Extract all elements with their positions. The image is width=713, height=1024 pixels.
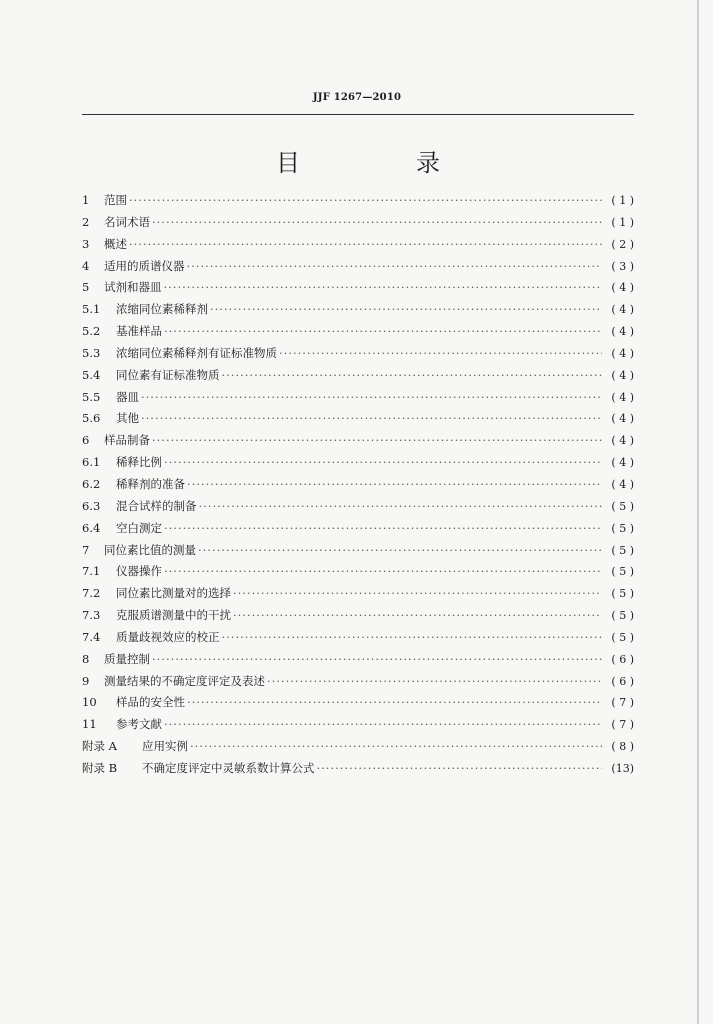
toc-entry-label: 浓缩同位素稀释剂 xyxy=(116,302,208,317)
toc-entry-label: 测量结果的不确定度评定及表述 xyxy=(104,673,265,688)
toc-entry-label: 名词术语 xyxy=(104,214,150,229)
toc-leader-dots xyxy=(187,477,602,491)
toc-entry[interactable] xyxy=(82,607,634,629)
toc-entry[interactable] xyxy=(82,738,634,760)
toc-entry-number: 5.6 xyxy=(82,411,101,426)
toc-entry-page: ( 5 ) xyxy=(611,609,634,623)
toc-leader-dots xyxy=(317,761,603,775)
toc-entry[interactable] xyxy=(82,542,634,564)
toc-entry-number: 2 xyxy=(82,214,90,229)
toc-entry-label: 不确定度评定中灵敏系数计算公式 xyxy=(142,760,315,775)
toc-entry-page: ( 1 ) xyxy=(611,215,634,229)
toc-entry-label: 应用实例 xyxy=(142,739,188,754)
toc-entry-page: ( 5 ) xyxy=(611,543,634,557)
toc-entry-label: 克服质谱测量中的干扰 xyxy=(116,608,231,623)
toc-entry[interactable] xyxy=(82,301,634,323)
toc-leader-dots xyxy=(164,717,602,731)
toc-entry-number: 附录 A xyxy=(82,739,117,754)
toc-entry[interactable] xyxy=(82,192,634,214)
toc-entry-page: ( 4 ) xyxy=(611,368,634,382)
page-title: 目 录 xyxy=(276,149,486,177)
toc-leader-dots xyxy=(152,652,602,666)
toc-leader-dots xyxy=(164,521,602,535)
toc-entry-label: 参考文献 xyxy=(116,717,162,732)
toc-entry-page: ( 4 ) xyxy=(611,456,634,470)
toc-leader-dots xyxy=(164,455,602,469)
toc-entry-page: ( 6 ) xyxy=(611,674,634,688)
toc-entry-page: ( 5 ) xyxy=(611,521,634,535)
toc-entry-number: 5.4 xyxy=(82,367,101,382)
toc-entry-label: 质量歧视效应的校正 xyxy=(116,629,220,644)
toc-entry-number: 5.1 xyxy=(82,302,101,317)
toc-leader-dots xyxy=(279,346,602,360)
toc-entry[interactable] xyxy=(82,585,634,607)
toc-entry[interactable] xyxy=(82,389,634,411)
toc-entry-page: ( 8 ) xyxy=(611,740,634,754)
toc-entry[interactable] xyxy=(82,214,634,236)
toc-entry-page: ( 2 ) xyxy=(611,237,634,251)
toc-entry-number: 1 xyxy=(82,193,90,207)
toc-entry[interactable] xyxy=(82,673,634,695)
toc-entry[interactable] xyxy=(82,345,634,367)
toc-entry-label: 空白测定 xyxy=(116,520,162,535)
toc-entry-label: 质量控制 xyxy=(104,651,150,666)
toc-entry[interactable] xyxy=(82,694,634,716)
toc-entry-page: ( 7 ) xyxy=(611,696,634,710)
toc-entry-page: ( 5 ) xyxy=(611,630,634,644)
toc-entry[interactable] xyxy=(82,367,634,389)
toc-leader-dots xyxy=(129,193,602,207)
toc-entry-number: 6.1 xyxy=(82,455,101,470)
toc-entry-page: ( 4 ) xyxy=(611,477,634,491)
toc-leader-dots xyxy=(164,564,602,578)
toc-entry-page: ( 5 ) xyxy=(611,587,634,601)
toc-entry-page: (13) xyxy=(611,761,634,775)
toc-entry-number: 4 xyxy=(82,258,90,273)
toc-leader-dots xyxy=(187,259,603,273)
toc-entry-label: 同位素比值的测量 xyxy=(104,542,196,557)
toc-entry[interactable] xyxy=(82,432,634,454)
toc-entry[interactable] xyxy=(82,476,634,498)
toc-leader-dots xyxy=(152,433,602,447)
toc-entry-number: 11 xyxy=(82,717,97,732)
toc-entry-label: 其他 xyxy=(116,411,139,426)
toc-entry[interactable] xyxy=(82,410,634,432)
toc-entry-page: ( 4 ) xyxy=(611,412,634,426)
toc-entry-number: 附录 B xyxy=(82,760,118,775)
toc-entry-number: 7.2 xyxy=(82,586,101,601)
toc-entry[interactable] xyxy=(82,716,634,738)
toc-entry-number: 5.3 xyxy=(82,345,101,360)
toc-entry[interactable] xyxy=(82,520,634,542)
toc-entry-page: ( 5 ) xyxy=(611,565,634,579)
toc-entry-page: ( 4 ) xyxy=(611,434,634,448)
toc-entry[interactable] xyxy=(82,760,634,782)
toc-entry[interactable] xyxy=(82,454,634,476)
toc-entry-page: ( 6 ) xyxy=(611,652,634,666)
toc-entry-page: ( 4 ) xyxy=(611,346,634,360)
toc-entry[interactable] xyxy=(82,629,634,651)
toc-entry-number: 6.2 xyxy=(82,476,101,491)
toc-entry-label: 浓缩同位素稀释剂有证标准物质 xyxy=(116,345,277,360)
toc-leader-dots xyxy=(164,324,602,338)
toc-entry-label: 稀释剂的准备 xyxy=(116,476,185,491)
toc-leader-dots xyxy=(199,499,603,513)
toc-entry-number: 3 xyxy=(82,236,90,251)
page-edge-shadow xyxy=(697,0,699,1024)
toc-entry-label: 同位素有证标准物质 xyxy=(116,367,220,382)
toc-entry[interactable] xyxy=(82,498,634,520)
toc-entry-page: ( 4 ) xyxy=(611,325,634,339)
toc-leader-dots xyxy=(141,411,602,425)
toc-entry[interactable] xyxy=(82,279,634,301)
toc-entry-label: 样品制备 xyxy=(104,433,150,448)
toc-entry-number: 8 xyxy=(82,651,90,666)
toc-entry-number: 7.4 xyxy=(82,629,101,644)
toc-entry[interactable] xyxy=(82,236,634,258)
toc-entry-number: 6.4 xyxy=(82,520,101,535)
toc-entry-number: 6.3 xyxy=(82,498,101,513)
toc-entry-label: 试剂和器皿 xyxy=(104,280,162,295)
toc-entry-label: 同位素比测量对的选择 xyxy=(116,586,231,601)
toc-leader-dots xyxy=(233,586,602,600)
toc-entry[interactable] xyxy=(82,323,634,345)
toc-leader-dots xyxy=(141,390,602,404)
toc-entry[interactable] xyxy=(82,258,634,280)
toc-leader-dots xyxy=(190,739,602,753)
toc-leader-dots xyxy=(222,368,603,382)
toc-entry-label: 稀释比例 xyxy=(116,455,162,470)
toc-entry-number: 7.3 xyxy=(82,608,101,623)
toc-entry-label: 样品的安全性 xyxy=(116,695,185,710)
toc-entry-label: 混合试样的制备 xyxy=(116,498,197,513)
toc-entry-label: 基准样品 xyxy=(116,324,162,339)
toc-leader-dots xyxy=(187,695,602,709)
toc-leader-dots xyxy=(210,302,602,316)
toc-leader-dots xyxy=(198,543,602,557)
toc-entry-page: ( 4 ) xyxy=(611,281,634,295)
toc-entry-page: ( 4 ) xyxy=(611,390,634,404)
toc-entry-number: 9 xyxy=(82,673,90,688)
toc-entry-number: 5.2 xyxy=(82,324,101,339)
toc-entry[interactable] xyxy=(82,563,634,585)
toc-entry-page: ( 1 ) xyxy=(611,194,634,207)
toc-leader-dots xyxy=(152,215,602,229)
toc-entry-page: ( 5 ) xyxy=(611,499,634,513)
toc-leader-dots xyxy=(222,630,603,644)
toc-leader-dots xyxy=(129,237,602,251)
toc-entry-label: 仪器操作 xyxy=(116,564,162,579)
standard-code-header: JJF 1267—2010 xyxy=(312,92,402,103)
toc-entry-page: ( 4 ) xyxy=(611,303,634,317)
toc-entry-label: 范围 xyxy=(104,193,127,207)
toc-entry-number: 10 xyxy=(82,695,97,710)
toc-entry-label: 器皿 xyxy=(116,389,139,404)
toc-leader-dots xyxy=(164,280,603,294)
toc-entry-label: 适用的质谱仪器 xyxy=(104,258,185,273)
toc-entry-page: ( 7 ) xyxy=(611,718,634,732)
toc-leader-dots xyxy=(233,608,602,622)
toc-entry-label: 概述 xyxy=(104,236,127,251)
table-of-contents xyxy=(82,192,634,782)
toc-entry-number: 5.5 xyxy=(82,389,101,404)
toc-entry-number: 5 xyxy=(82,280,90,295)
toc-entry-number: 6 xyxy=(82,433,90,448)
toc-entry-number: 7 xyxy=(82,542,90,557)
toc-entry-page: ( 3 ) xyxy=(611,259,634,273)
header-rule xyxy=(82,114,634,115)
toc-entry[interactable] xyxy=(82,651,634,673)
toc-leader-dots xyxy=(267,674,602,688)
toc-entry-number: 7.1 xyxy=(82,564,101,579)
